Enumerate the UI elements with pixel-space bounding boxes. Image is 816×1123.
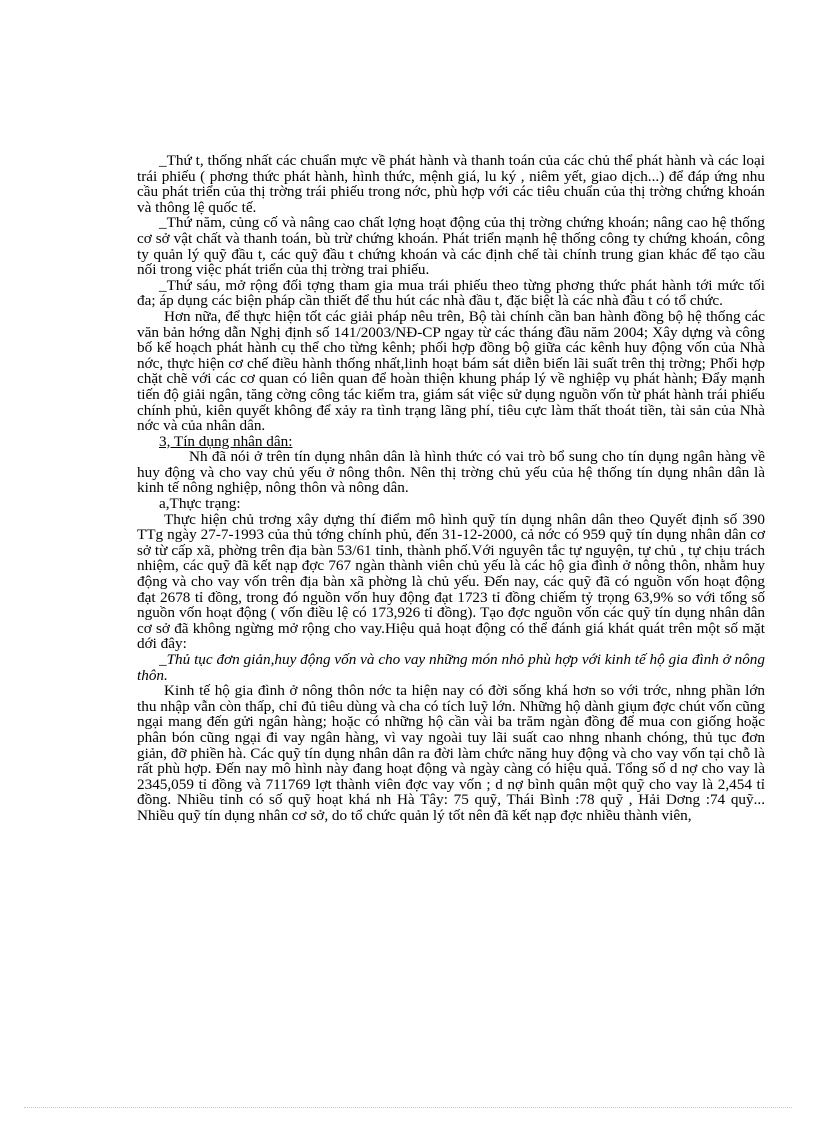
paragraph-simple-procedure: _Thủ tục đơn giản,huy động vốn và cho vay những món nhỏ phù hợp với kinh tế hộ gia đình ở nông thôn.	[137, 651, 765, 684]
paragraph-people-credit-intro: Nh đã nói ở trên tín dụng nhân dân là hình thức có vai trò bổ sung cho tín dụng ngân hàng về huy động và cho vay chủ yếu ở nông thôn. Nên thị trờng chủ yếu của hệ thống tín dụng nhân dân là kinh tế nông nghiệp, nông thôn và nông dân.	[137, 448, 765, 497]
paragraph-ministry-finance: Hơn nữa, để thực hiện tốt các giải pháp nêu trên, Bộ tài chính cần ban hành đồng bộ hệ thống các văn bản hớng dẫn Nghị định số 141/2003/NĐ-CP ngay từ các tháng đầu năm 2004; Xây dựng và công bố kế hoạch phát hành cụ thể cho từng kênh; phối hợp đồng bộ giữa các kênh huy động vốn của Nhà nớc, thực hiện cơ chế điều hành thống nhất,linh hoạt bám sát diễn biến lãi suất trên thị trờng; Phối hợp chặt chẽ với các cơ quan có liên quan để hoàn thiện khung pháp lý về nghiệp vụ phát hành; Đẩy mạnh tiến độ giải ngân, tăng cờng công tác kiểm tra, giám sát việc sử dụng nguồn vốn từ phát hành trái phiếu chính phủ, kiên quyết không để xảy ra tình trạng lãng phí, tiêu cực làm thất thoát tiền, tài sản của Nhà nớc và của nhân dân.	[137, 307, 765, 435]
paragraph-sixth-solution: _Thứ sáu, mở rộng đối tợng tham gia mua trái phiếu theo từng phơng thức phát hành tới mức tối đa; áp dụng các biện pháp cần thiết để thu hút các nhà đầu t, đặc biệt là các nhà đầu t có tổ chức.	[137, 276, 765, 310]
paragraph-fourth-solution: _Thứ t, thống nhất các chuẩn mực về phát hành và thanh toán của các chủ thể phát hành và các loại trái phiếu ( phơng thức phát hành, hình thức, mệnh giá, lu ký , niêm yết, giao dịch...) để đáp ứng nhu cầu phát triển của thị trờng trái phiếu trong nớc, phù hợp với các tiêu chuẩn của thị trờng chứng khoán và thông lệ quốc tế.	[137, 152, 765, 216]
paragraph-status-details: Thực hiện chủ trơng xây dựng thí điểm mô hình quỹ tín dụng nhân dân theo Quyết định số 390 TTg ngày 27-7-1993 của thủ tớng chính phủ, đến 31-12-2000, cả nớc có 959 quỹ tín dụng nhân dân cơ sở từ cấp xã, phờng trên địa bàn 53/61 tỉnh, thành phố.Với nguyên tắc tự nguyện, tự chủ , tự chịu trách nhiệm, các quỹ đã kết nạp đợc 767 ngàn thành viên chủ yếu là các hộ gia đình ở nông thôn, nhằm huy động và cho vay vốn trên địa bàn xã phờng là chủ yếu. Đến nay, các quỹ đã có nguồn vốn hoạt động đạt 2678 tỉ đồng, trong đó nguồn vốn huy động đạt 1723 tỉ đồng chiếm tỷ trọng 63,9% so với tổng số nguồn vốn hoạt động ( vốn điều lệ có 173,926 tỉ đồng). Tạo đợc nguồn vốn các quỹ tín dụng nhân dân cơ sở đã không ngừng mở rộng cho vay.Hiệu quả hoạt động có thể đánh giá khát quát trên một số mặt dới đây:	[137, 510, 765, 653]
page-bottom-divider	[24, 1107, 792, 1108]
document-page	[137, 153, 765, 824]
subsection-heading-status: a,Thực trạng:	[159, 495, 241, 513]
section-heading-people-credit: 3, Tín dụng nhân dân:	[159, 432, 293, 450]
paragraph-household-economy: Kinh tế hộ gia đình ở nông thôn nớc ta hiện nay có đời sống khá hơn so với trớc, nhng phần lớn thu nhập vẫn còn thấp, chỉ đủ tiêu dùng và cha có tích luỹ lớn. Những hộ dành giụm đợc chút vốn cũng ngại mang đến gửi ngân hàng; hoặc có những hộ cần vài ba trăm ngàn đồng để mua con giống hoặc phân bón cũng ngại đi vay ngân hàng, vì vay ngoài tuy lãi suất cao nhng nhanh chóng, thủ tục đơn giản, đỡ phiền hà. Các quỹ tín dụng nhân dân ra đời làm chức năng huy động và cho vay vốn tại chỗ là rất phù hợp. Đến nay mô hình này đang hoạt động và ngày càng có hiệu quả. Tổng số d nợ cho vay là 2345,059 tỉ đồng và 711769 lợt thành viên đợc vay vốn ; d nợ bình quân một quỹ cho vay là 2,454 tỉ đồng. Nhiều tỉnh có số quỹ hoạt khá nh Hà Tây: 75 quỹ, Thái Bình :78 quỹ , Hải Dơng :74 quỹ... Nhiều quỹ tín dụng nhân cơ sở, do tổ chức quản lý tốt nên đã kết nạp đợc nhiều thành viên,	[137, 682, 765, 824]
paragraph-fifth-solution: _Thứ năm, củng cố và nâng cao chất lợng hoạt động của thị trờng chứng khoán; nâng cao hệ thống cơ sở vật chất và thanh toán, bù trừ chứng khoán. Phát triển mạnh hệ thống công ty chứng khoán, công ty quản lý quỹ đầu t, các quỹ đầu t chứng khoán và các định chế tài chính trung gian khác để tạo cầu nối trong việc phát triển của thị trờng trai phiếu.	[137, 214, 765, 279]
